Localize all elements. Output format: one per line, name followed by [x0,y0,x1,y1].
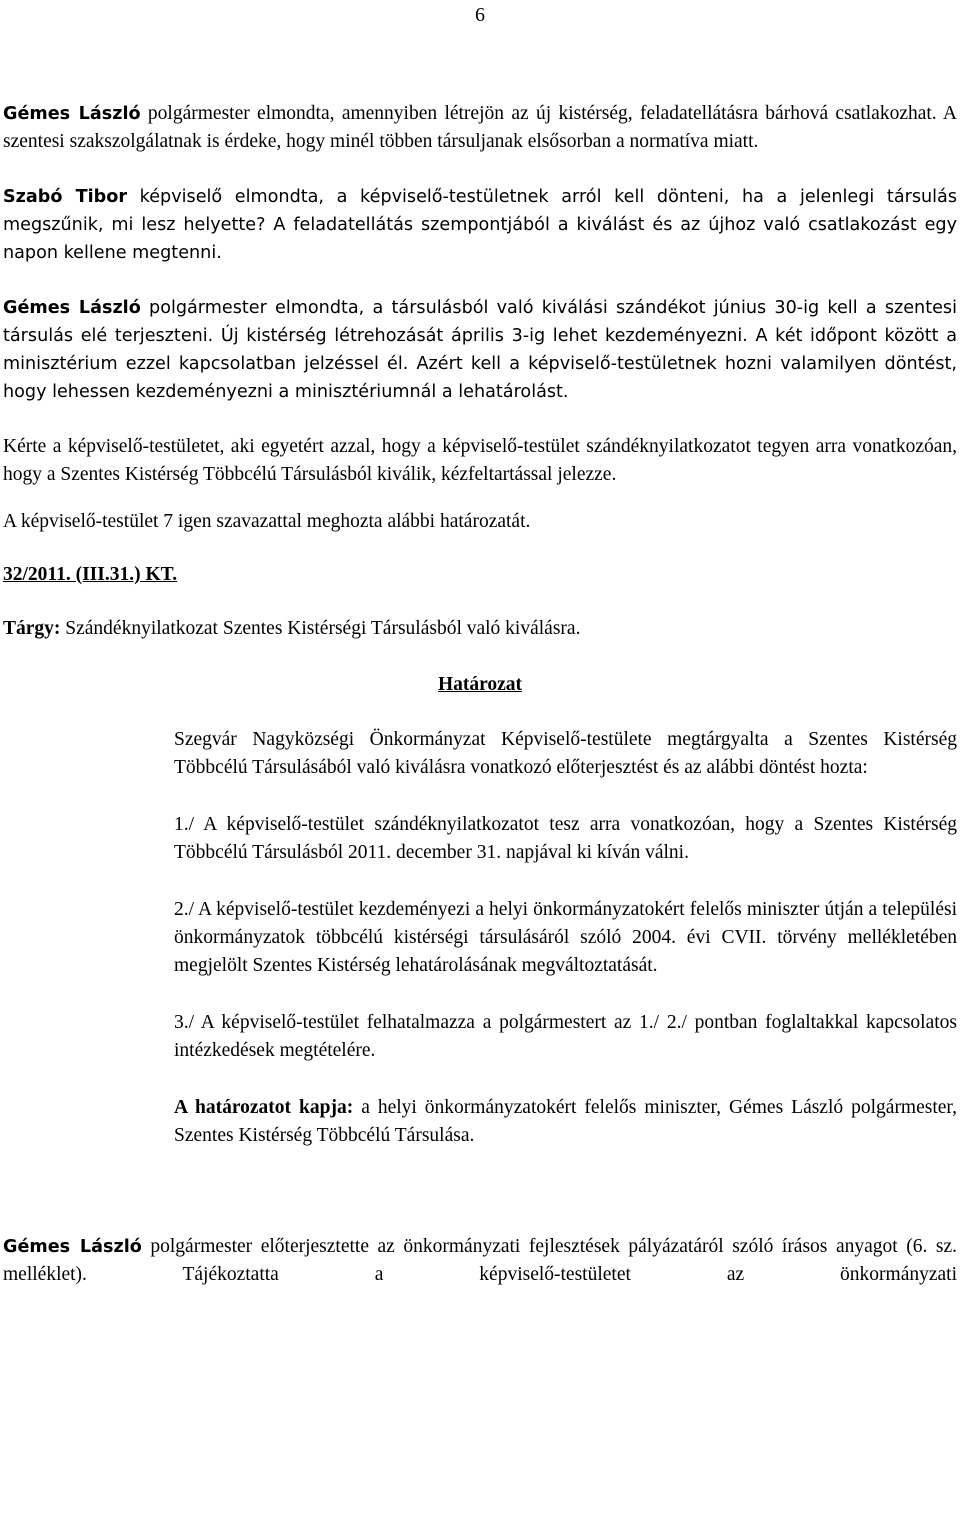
speaker-name: Gémes László [3,1237,142,1257]
resolution-item-3: 3./ A képviselő-testület felhatalmazza a polgármestert az 1./ 2./ pontban foglaltakkal kapcsolatos intézkedések megtételére. [174,1012,957,1061]
recipients-label: A határozatot kapja: [174,1097,354,1118]
resolution-body [174,726,957,1150]
speaker-name: Gémes László [3,298,141,318]
resolution-recipients [174,1094,957,1150]
document-body [3,100,957,1289]
resolution-heading-text: Határozat [437,674,523,695]
resolution-number [3,561,957,589]
paragraph-text: polgármester elmondta, a társulásból való kiválási szándékot június 30-ig kell a szentesi társulás elé terjeszteni. Új kistérség létrehozását április 3-ig lehet kezdeményezni. A két időpont között a minisztérium ezzel kapcsolatban jelzéssel él. Azért kell a képviselő-testületnek hozni valamilyen döntést, hogy lehessen kezdeményezni a minisztériumnál a lehatárolást. [3,298,957,402]
paragraph-3 [3,294,957,406]
paragraph-text: képviselő elmondta, a képviselő-testületnek arról kell dönteni, ha a jelenlegi társulás megszűnik, mi lesz helyette? A feladatellátás szempontjából a kiválást és az újhoz való csatlakozást egy napon kellene megtenni. [3,187,958,263]
subject-label: Tárgy: [3,618,61,639]
paragraph-4: Kérte a képviselő-testületet, aki egyetért azzal, hogy a képviselő-testület szándéknyilatkozatot tegyen arra vonatkozóan, hogy a Szentes Kistérség Többcélú Társulásból kiválik, kézfeltartással jelezze. [3,436,957,485]
resolution-item-2: 2./ A képviselő-testület kezdeményezi a helyi önkormányzatokért felelős miniszter útján a települési önkormányzatok többcélú kistérségi társulásáról szóló 2004. évi CVII. törvény mellékletében megjelölt Szentes Kistérség lehatárolásának megváltoztatását. [174,899,957,976]
subject-text: Szándéknyilatkozat Szentes Kistérségi Társulásból való kiválásra. [60,618,581,639]
paragraph-2 [3,183,957,267]
speaker-name: Szabó Tibor [3,187,128,207]
resolution-item-1: 1./ A képviselő-testület szándéknyilatkozatot tesz arra vonatkozóan, hogy a Szentes Kistérség Többcélú Társulásból 2011. december 31. napjával ki kíván válni. [174,814,957,863]
paragraph-1 [3,100,957,156]
paragraph-footer [3,1233,957,1289]
recipients-text: a helyi önkormányzatokért felelős miniszter, Gémes László polgármester, Szentes Kistérség Többcélú Társulása. [174,1097,958,1146]
resolution-heading [3,671,957,699]
paragraph-text: polgármester előterjesztette az önkormányzati fejlesztések pályázatáról szóló írásos anyagot (6. sz. melléklet). Tájékoztatta a képviselő-testületet az önkormányzati [3,1236,957,1285]
paragraph-5: A képviselő-testület 7 igen szavazattal meghozta alábbi határozatát. [3,511,531,532]
resolution-number-text: 32/2011. (III.31.) KT. [3,564,178,585]
resolution-subject [3,615,957,643]
resolution-intro: Szegvár Nagyközségi Önkormányzat Képviselő-testülete megtárgyalta a Szentes Kistérség Többcélú Társulásából való kiválásra vonatkozó előterjesztést és az alábbi döntést hozta: [174,729,957,778]
speaker-name: Gémes László [3,104,141,124]
paragraph-text: polgármester elmondta, amennyiben létrejön az új kistérség, feladatellátásra bárhová csatlakozhat. A szentesi szakszolgálatnak is érdeke, hogy minél többen társuljanak elsősorban a normatíva miatt. [3,103,958,152]
page-number: 6 [475,4,485,26]
